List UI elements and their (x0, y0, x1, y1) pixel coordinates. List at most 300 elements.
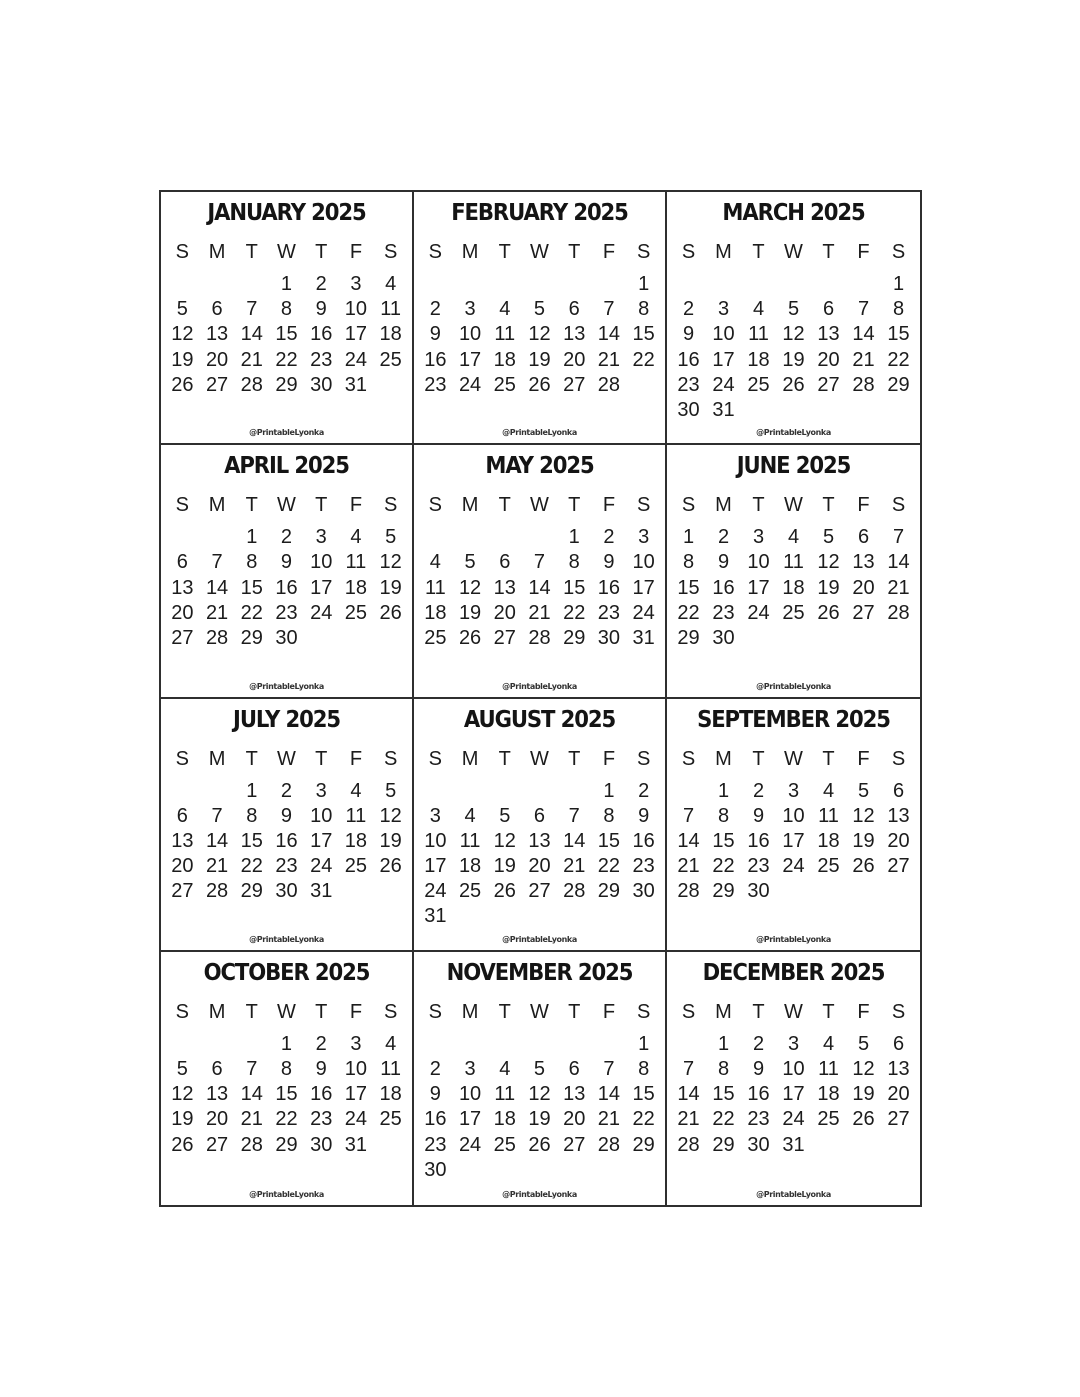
day-cell: 1 (638, 273, 650, 295)
day-cell: 27 (563, 373, 586, 396)
weekday-label: S (175, 747, 190, 770)
day-cell: 9 (315, 1057, 327, 1080)
day-cell: 11 (345, 804, 367, 827)
day-cell: 3 (638, 526, 650, 549)
day-cell: 2 (280, 779, 293, 802)
day-cell: 2 (603, 526, 615, 549)
day-cell: 7 (603, 1057, 615, 1080)
weekday-label: S (681, 1000, 696, 1023)
weekday-header-row (667, 241, 920, 263)
day-cell: 28 (597, 373, 621, 396)
day-cell: 30 (747, 880, 770, 903)
day-cell: 12 (458, 576, 482, 599)
weekday-label: F (349, 1000, 363, 1023)
day-cell: 10 (632, 551, 655, 574)
watermark-credit: @PrintableLyonka (756, 428, 831, 438)
day-cell: 21 (852, 348, 875, 371)
day-cell: 14 (240, 1083, 263, 1106)
day-cell: 4 (429, 551, 441, 574)
weekday-label: T (245, 747, 258, 770)
day-cell: 16 (597, 576, 621, 599)
weekday-label: S (383, 1000, 398, 1023)
day-cell: 1 (892, 273, 905, 295)
day-cell: 21 (677, 1108, 700, 1131)
weekday-label: T (568, 1000, 581, 1023)
weekday-header-row (667, 494, 920, 516)
day-cell: 3 (787, 779, 800, 802)
day-cell: 14 (205, 829, 229, 852)
weekday-label: M (461, 747, 479, 770)
day-cell: 3 (350, 1032, 362, 1055)
day-cell: 6 (568, 1057, 580, 1080)
day-cell: 30 (712, 627, 735, 649)
day-cell: 10 (458, 1083, 482, 1106)
day-cell: 28 (205, 627, 229, 649)
weekday-label: T (568, 747, 581, 770)
month-title: MARCH 2025 (722, 200, 865, 226)
day-cell: 21 (240, 1108, 263, 1131)
days-grid (667, 1032, 920, 1158)
weekday-label: M (461, 1000, 479, 1023)
day-cell: 6 (211, 298, 223, 321)
days-grid (414, 1032, 665, 1183)
day-cell: 18 (344, 829, 368, 852)
weekday-label: T (822, 747, 835, 770)
day-cell: 8 (638, 1057, 650, 1080)
month-january (161, 192, 414, 445)
weekday-label: S (891, 1000, 906, 1023)
month-april (161, 445, 414, 698)
weekday-label: T (752, 494, 765, 517)
day-cell: 23 (597, 601, 621, 624)
day-cell: 27 (563, 1133, 586, 1156)
month-title: OCTOBER 2025 (203, 959, 370, 986)
day-cell: 9 (280, 804, 293, 827)
day-cell: 22 (632, 1108, 655, 1131)
day-cell: 25 (379, 348, 402, 371)
day-cell: 4 (752, 298, 765, 321)
day-cell: 13 (493, 576, 516, 599)
day-cell: 13 (887, 1057, 910, 1080)
weekday-label: W (530, 494, 549, 517)
day-cell: 27 (887, 855, 910, 878)
day-cell: 11 (494, 323, 516, 346)
weekday-label: M (715, 494, 732, 517)
weekday-label: S (175, 1000, 190, 1023)
day-cell: 24 (712, 373, 735, 396)
day-cell: 6 (857, 526, 870, 549)
month-june (667, 445, 920, 698)
day-cell: 4 (822, 1032, 835, 1055)
day-cell: 24 (632, 601, 655, 624)
day-cell: 19 (458, 601, 482, 624)
weekday-label: T (498, 494, 511, 517)
weekday-label: T (315, 747, 328, 770)
day-cell: 21 (205, 855, 229, 878)
days-grid (161, 525, 412, 651)
day-cell: 8 (280, 1057, 293, 1080)
day-cell: 11 (380, 298, 402, 321)
day-cell: 5 (533, 1057, 546, 1080)
weekday-label: F (857, 747, 870, 770)
day-cell: 23 (677, 373, 700, 396)
day-cell: 26 (493, 880, 516, 903)
day-cell: 15 (712, 1083, 735, 1106)
day-cell: 5 (533, 298, 546, 321)
day-cell: 23 (747, 855, 770, 878)
day-cell: 19 (379, 576, 402, 599)
day-cell: 31 (424, 905, 447, 928)
day-cell: 26 (782, 373, 805, 396)
weekday-label: S (681, 494, 696, 517)
weekday-label: W (277, 494, 296, 517)
day-cell: 28 (597, 1133, 621, 1156)
day-cell: 25 (493, 373, 516, 396)
day-cell: 14 (205, 576, 229, 599)
weekday-label: S (175, 241, 190, 263)
month-title: DECEMBER 2025 (702, 959, 885, 986)
day-cell: 8 (280, 298, 293, 321)
day-cell: 22 (887, 348, 910, 371)
day-cell: 2 (315, 273, 327, 295)
day-cell: 29 (712, 1133, 735, 1156)
day-cell: 19 (493, 855, 516, 878)
day-cell: 5 (857, 779, 870, 802)
weekday-label: M (715, 1000, 732, 1023)
day-cell: 25 (493, 1133, 516, 1156)
day-cell: 12 (782, 323, 805, 346)
day-cell: 1 (280, 1032, 293, 1055)
day-cell: 17 (458, 348, 482, 371)
day-cell: 19 (852, 829, 875, 852)
day-cell: 15 (597, 829, 621, 852)
day-cell: 9 (752, 1057, 765, 1080)
day-cell: 16 (275, 829, 298, 852)
day-cell: 18 (817, 829, 840, 852)
day-cell: 16 (275, 576, 298, 599)
day-cell: 5 (787, 298, 800, 321)
weekday-label: T (498, 1000, 511, 1023)
day-cell: 10 (782, 1057, 805, 1080)
day-cell: 1 (717, 779, 730, 802)
day-cell: 9 (280, 551, 293, 574)
day-cell: 29 (597, 880, 621, 903)
day-cell: 7 (246, 1057, 258, 1080)
day-cell: 8 (246, 551, 258, 574)
day-cell: 12 (379, 804, 402, 827)
weekday-label: T (822, 1000, 835, 1023)
day-cell: 19 (852, 1083, 875, 1106)
weekday-label: W (784, 747, 803, 770)
day-cell: 22 (563, 601, 586, 624)
watermark-credit: @PrintableLyonka (249, 681, 324, 691)
day-cell: 23 (275, 855, 298, 878)
day-cell: 11 (818, 804, 839, 827)
day-cell: 28 (240, 1133, 263, 1156)
day-cell: 31 (712, 398, 735, 421)
day-cell: 13 (205, 1083, 229, 1106)
day-cell: 26 (458, 627, 482, 649)
day-cell: 17 (782, 829, 805, 852)
day-cell: 6 (499, 551, 511, 574)
day-cell: 5 (857, 1032, 870, 1055)
day-cell: 20 (852, 576, 875, 599)
day-cell: 18 (379, 323, 402, 346)
day-cell: 13 (171, 829, 194, 852)
day-cell: 30 (597, 627, 621, 649)
weekday-label: F (602, 1000, 616, 1023)
watermark-credit: @PrintableLyonka (502, 681, 577, 691)
day-cell: 20 (205, 348, 229, 371)
day-cell: 3 (315, 526, 327, 549)
day-cell: 12 (528, 323, 551, 346)
weekday-label: S (428, 241, 443, 263)
day-cell: 4 (499, 298, 511, 321)
day-cell: 25 (817, 1108, 840, 1131)
day-cell: 21 (677, 855, 700, 878)
day-cell: 17 (344, 323, 368, 346)
weekday-label: T (315, 241, 328, 263)
day-cell: 15 (563, 576, 586, 599)
day-cell: 13 (887, 804, 910, 827)
day-cell: 28 (677, 880, 700, 903)
day-cell: 19 (171, 348, 194, 371)
day-cell: 25 (344, 855, 368, 878)
day-cell: 18 (782, 576, 805, 599)
day-cell: 21 (563, 855, 586, 878)
day-cell: 3 (464, 1057, 476, 1080)
day-cell: 2 (429, 1057, 441, 1080)
days-grid (414, 272, 665, 398)
month-march (667, 192, 920, 445)
weekday-label: T (568, 241, 581, 263)
watermark-credit: @PrintableLyonka (756, 934, 831, 944)
day-cell: 21 (205, 601, 229, 624)
day-cell: 15 (712, 829, 735, 852)
day-cell: 31 (310, 880, 333, 903)
day-cell: 10 (747, 551, 770, 574)
day-cell: 16 (424, 348, 447, 371)
day-cell: 18 (493, 1108, 516, 1131)
day-cell: 10 (310, 804, 333, 827)
day-cell: 20 (528, 855, 551, 878)
day-cell: 1 (682, 526, 695, 549)
day-cell: 1 (246, 779, 258, 802)
day-cell: 25 (424, 627, 447, 649)
weekday-label: F (857, 241, 870, 263)
weekday-label: S (891, 747, 906, 770)
day-cell: 9 (429, 323, 441, 346)
day-cell: 8 (638, 298, 650, 321)
month-february (414, 192, 667, 445)
day-cell: 25 (344, 601, 368, 624)
day-cell: 3 (717, 298, 730, 321)
day-cell: 8 (603, 804, 615, 827)
day-cell: 20 (887, 829, 910, 852)
day-cell: 13 (205, 323, 229, 346)
weekday-label: S (891, 241, 906, 263)
day-cell: 26 (852, 1108, 875, 1131)
day-cell: 22 (240, 855, 263, 878)
weekday-header-row (161, 1001, 412, 1023)
day-cell: 12 (817, 551, 840, 574)
day-cell: 25 (747, 373, 770, 396)
day-cell: 24 (782, 855, 805, 878)
weekday-header-row (414, 494, 665, 516)
day-cell: 17 (712, 348, 735, 371)
day-cell: 1 (280, 273, 293, 295)
day-cell: 10 (344, 298, 368, 321)
days-grid (161, 272, 412, 398)
day-cell: 24 (310, 601, 333, 624)
day-cell: 28 (677, 1133, 700, 1156)
day-cell: 8 (246, 804, 258, 827)
day-cell: 17 (310, 829, 333, 852)
day-cell: 23 (424, 373, 447, 396)
weekday-label: W (277, 747, 296, 770)
weekday-label: S (681, 747, 696, 770)
day-cell: 1 (717, 1032, 730, 1055)
day-cell: 3 (787, 1032, 800, 1055)
day-cell: 3 (464, 298, 476, 321)
day-cell: 22 (275, 348, 298, 371)
day-cell: 22 (677, 601, 700, 624)
day-cell: 15 (887, 323, 910, 346)
day-cell: 24 (344, 348, 368, 371)
weekday-header-row (414, 748, 665, 770)
day-cell: 20 (493, 601, 516, 624)
day-cell: 2 (717, 526, 730, 549)
weekday-label: F (857, 494, 870, 517)
day-cell: 14 (240, 323, 263, 346)
day-cell: 22 (240, 601, 263, 624)
day-cell: 5 (464, 551, 476, 574)
weekday-label: M (461, 494, 479, 517)
weekday-label: S (636, 1000, 651, 1023)
weekday-header-row (161, 494, 412, 516)
day-cell: 13 (852, 551, 875, 574)
day-cell: 4 (350, 779, 362, 802)
day-cell: 19 (528, 348, 551, 371)
day-cell: 27 (528, 880, 551, 903)
day-cell: 24 (782, 1108, 805, 1131)
day-cell: 26 (528, 373, 551, 396)
day-cell: 3 (350, 273, 362, 295)
day-cell: 15 (275, 1083, 298, 1106)
day-cell: 1 (638, 1032, 650, 1055)
day-cell: 6 (211, 1057, 223, 1080)
day-cell: 30 (275, 627, 298, 649)
day-cell: 23 (712, 601, 735, 624)
day-cell: 2 (429, 298, 441, 321)
day-cell: 5 (176, 298, 188, 321)
weekday-label: S (636, 747, 651, 770)
day-cell: 1 (603, 779, 615, 802)
month-title: SEPTEMBER 2025 (697, 706, 890, 733)
day-cell: 2 (280, 526, 293, 549)
day-cell: 16 (677, 348, 700, 371)
day-cell: 9 (717, 551, 730, 574)
day-cell: 10 (712, 323, 735, 346)
day-cell: 18 (817, 1083, 840, 1106)
watermark-credit: @PrintableLyonka (249, 934, 324, 944)
day-cell: 14 (563, 829, 586, 852)
day-cell: 2 (638, 779, 650, 802)
weekday-label: M (715, 747, 732, 770)
watermark-credit: @PrintableLyonka (249, 1190, 324, 1199)
day-cell: 3 (429, 804, 441, 827)
weekday-label: T (498, 241, 511, 263)
day-cell: 20 (887, 1083, 910, 1106)
day-cell: 28 (240, 373, 263, 396)
day-cell: 6 (822, 298, 835, 321)
day-cell: 13 (528, 829, 551, 852)
day-cell: 10 (782, 804, 805, 827)
weekday-label: T (315, 1000, 328, 1023)
weekday-label: S (428, 1000, 443, 1023)
day-cell: 27 (817, 373, 840, 396)
weekday-header-row (161, 748, 412, 770)
day-cell: 27 (205, 373, 229, 396)
day-cell: 15 (632, 323, 655, 346)
month-title: APRIL 2025 (224, 453, 349, 480)
day-cell: 22 (712, 855, 735, 878)
day-cell: 17 (632, 576, 655, 599)
day-cell: 27 (852, 601, 875, 624)
day-cell: 18 (493, 348, 516, 371)
day-cell: 27 (887, 1108, 910, 1131)
weekday-label: S (891, 494, 906, 517)
weekday-label: S (383, 747, 398, 770)
month-title: FEBRUARY 2025 (451, 200, 628, 226)
weekday-label: F (349, 494, 363, 517)
day-cell: 17 (782, 1083, 805, 1106)
day-cell: 12 (493, 829, 516, 852)
day-cell: 11 (783, 551, 804, 574)
weekday-label: W (784, 241, 803, 263)
day-cell: 14 (528, 576, 551, 599)
day-cell: 12 (171, 323, 194, 346)
day-cell: 11 (494, 1083, 516, 1106)
day-cell: 15 (677, 576, 700, 599)
weekday-label: T (822, 494, 835, 517)
day-cell: 19 (379, 829, 402, 852)
day-cell: 5 (499, 804, 511, 827)
day-cell: 18 (424, 601, 447, 624)
day-cell: 12 (171, 1083, 194, 1106)
weekday-label: M (208, 494, 226, 517)
day-cell: 7 (568, 804, 580, 827)
day-cell: 21 (887, 576, 910, 599)
day-cell: 24 (458, 1133, 482, 1156)
day-cell: 5 (176, 1057, 188, 1080)
day-cell: 25 (379, 1108, 402, 1131)
day-cell: 16 (310, 323, 333, 346)
weekday-header-row (414, 241, 665, 263)
weekday-label: S (175, 494, 190, 517)
day-cell: 8 (717, 804, 730, 827)
day-cell: 16 (310, 1083, 333, 1106)
day-cell: 25 (782, 601, 805, 624)
day-cell: 16 (712, 576, 735, 599)
day-cell: 30 (747, 1133, 770, 1156)
day-cell: 11 (818, 1057, 839, 1080)
weekday-header-row (414, 1001, 665, 1023)
days-grid (414, 525, 665, 651)
day-cell: 19 (171, 1108, 194, 1131)
day-cell: 20 (171, 855, 194, 878)
day-cell: 12 (528, 1083, 551, 1106)
